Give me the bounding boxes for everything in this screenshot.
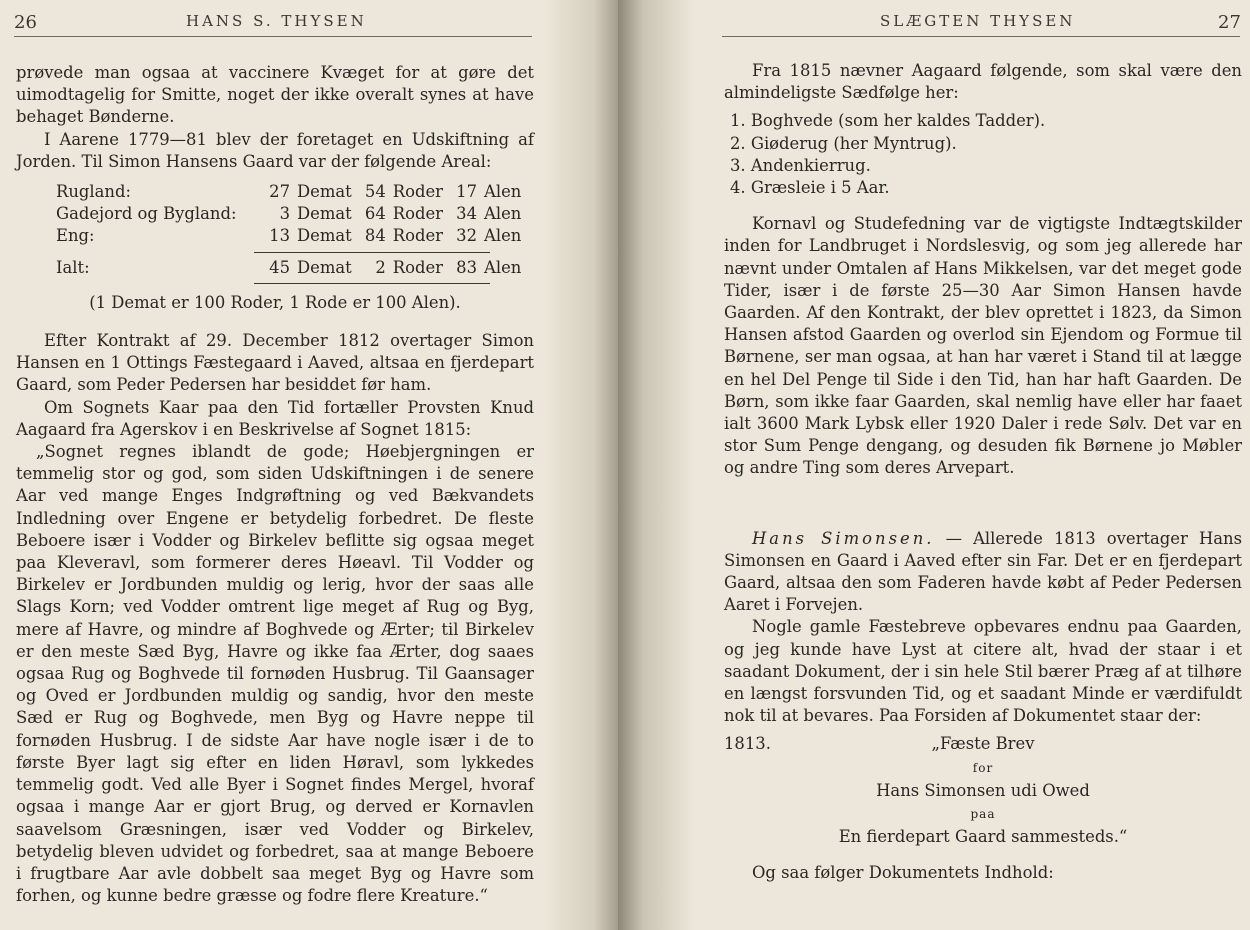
unit-demat: Demat [297, 226, 352, 246]
area-note: (1 Demat er 100 Roder, 1 Rode er 100 Alen). [89, 292, 461, 312]
area-row [56, 203, 521, 225]
right-body [724, 60, 1242, 884]
area-demat: 13 [269, 226, 290, 246]
area-alen: 34 [456, 204, 477, 224]
crop-rotation-list [724, 110, 1242, 199]
paragraph: Fra 1815 nævner Aagaard følgende, som skal være den almindeligste Sædfølge her: [724, 61, 1242, 103]
area-total-alen: 83 [456, 257, 477, 277]
area-roder: 64 [364, 204, 386, 224]
left-page [0, 0, 618, 930]
area-demat: 3 [279, 204, 290, 224]
running-head-left: HANS S. THYSEN [186, 12, 367, 30]
unit-roder: Roder [392, 204, 443, 224]
paragraph: Nogle gamle Fæstebreve opbevares endnu paa Gaarden, og jeg kunde have Lyst at citere alt, hvad der staar i et saadant Dokument, der i sin hele Stil bærer Præg af at tilhøre en længst forsvunden Tid, og et saadant Minde er værdifuldt nok til at bevares. Paa Forsiden af Dokumentet staar der: [724, 617, 1243, 726]
paragraph: prøvede man ogsaa at vaccinere Kvæget for at gøre det uimodtagelig for Smitte, noget der ikke overalt synes at have behaget Bønderne. [16, 63, 534, 127]
unit-alen: Alen [484, 204, 522, 224]
page-number-right: 27 [1218, 12, 1241, 33]
area-table-block [56, 181, 534, 284]
paragraph: Kornavl og Studefedning var de vigtigste Indtægtskilder inden for Landbruget i Nordslesvig, og som jeg allerede har nævnt under Omtalen af Hans Mikkelsen, var det meget gode Tider, især i de første 25—30 Aar Simon Hansen havde Gaarden. Af den Kontrakt, der blev oprettet i 1823, da Simon Hansen afstod Gaarden og overlod sin Ejendom og Formue til Børnene, ser man ogsaa, at han har været i Stand til at lægge en hel Del Penge til Side i den Tid, han har haft Gaarden. De Børn, som ikke faar Gaarden, skal nemlig have eller har faaet ialt 3600 Mark Lybsk eller 1920 Daler i rede Sølv. Det var en stor Sum Penge dengang, og desuden fik Børnene jo Møbler og andre Ting som deres Arvepart. [724, 214, 1242, 478]
right-page [618, 0, 1250, 930]
unit-alen: Alen [484, 182, 522, 202]
area-row [56, 225, 521, 247]
crop-list-item: 4. Græsleie i 5 Aar. [730, 178, 890, 198]
area-total-table [56, 257, 521, 279]
unit-demat: Demat [297, 257, 352, 277]
area-roder: 54 [364, 182, 386, 202]
unit-roder: Roder [392, 182, 443, 202]
paragraph: I Aarene 1779—81 blev der foretaget en Udskiftning af Jorden. Til Simon Hansens Gaard var der følgende Areal: [16, 129, 534, 171]
area-label: Eng: [56, 226, 95, 246]
document-line: Hans Simonsen udi Owed [876, 780, 1090, 800]
section-text: — Allerede 1813 overtager Hans Simonsen en Gaard i Aaved efter sin Far. Det er en fjerdepart Gaard, altsaa den som Faderen havde købt af Peder Pedersen Aaret i Forvejen. [724, 528, 1242, 615]
paragraph: Om Sognets Kaar paa den Tid fortæller Provsten Knud Aagaard fra Agerskov i en Beskrivelse af Sognet 1815: [16, 397, 534, 439]
quotation: „Sognet regnes iblandt de gode; Høebjergningen er temmelig stor og god, som siden Udskiftningen i de senere Aar ved mange Enges Indgrøftning og ved Bækvandets Indledning over Engene er betydelig forbedret. De fleste Beboere især i Vodder og Birkelev beflitte sig ogsaa meget paa Kleveravl, som formerer deres Høeavl. Til Vodder og Birkelev er Jordbunden muldig og lerig, hvor der saas alle Slags Korn; ved Vodder omtrent lige meget af Rug og Byg, mere af Havre, og mindre af Boghvede og Ærter; til Birkelev er den meste Sæd Byg, Havre og ikke faa Ærter, dog saaes ogsaa Rug og Boghvede til fornøden Husbrug. Til Gaansager og Oved er Jordbunden muldig og sandig, hvor den meste Sæd er Rug og Boghvede, men Byg og Havre neppe til fornøden Husbrug. I de sidste Aar have nogle især i de to første Byer lagt sig efter en liden Høravl, som lykkedes temmelig godt. Ved alle Byer i Sognet findes Mergel, hvoraf ogsaa i mange Aar er gjort Brug, og derved er Kornavlen saavelsom Græsningen, især ved Vodder og Birkelev, betydelig bleven udvidet og forbedret, saa at mange Beboere i frugtbare Aar avle dobbelt saa meget Byg og Havre som forhen, og kunne bedre græsse og fodre flere Kreature.“ [16, 442, 534, 906]
unit-roder: Roder [392, 226, 443, 246]
page-number-left: 26 [14, 12, 37, 33]
document-year: 1813. [724, 734, 771, 754]
document-line: En fierdepart Gaard sammesteds.“ [838, 826, 1128, 846]
area-alen: 32 [456, 226, 477, 246]
crop-list-item: 1. Boghvede (som her kaldes Tadder). [730, 111, 1046, 131]
area-alen: 17 [456, 182, 477, 202]
area-label: Rugland: [56, 182, 131, 202]
header-rule [14, 36, 532, 37]
paragraph: Og saa følger Dokumentets Indhold: [752, 863, 1054, 883]
crop-list-item: 2. Giøderug (her Myntrug). [730, 133, 957, 153]
paragraph: Efter Kontrakt af 29. December 1812 overtager Simon Hansen en 1 Ottings Fæstegaard i Aaved, altsaa en fjerdepart Gaard, som Peder Pedersen har besiddet før ham. [16, 331, 534, 395]
section-name: Hans Simonsen. [752, 528, 935, 548]
area-total-roder: 2 [375, 257, 386, 277]
crop-list-item: 3. Andenkierrug. [730, 155, 871, 175]
left-body [16, 62, 534, 907]
area-total-label: Ialt: [56, 257, 90, 277]
unit-alen: Alen [484, 257, 522, 277]
document-line: for [972, 760, 994, 775]
area-demat: 27 [269, 182, 290, 202]
unit-demat: Demat [297, 182, 352, 202]
unit-demat: Demat [297, 204, 352, 224]
running-head-right: SLÆGTEN THYSEN [880, 12, 1076, 30]
document-line: paa [970, 806, 996, 821]
area-roder: 84 [364, 226, 386, 246]
area-table [56, 181, 521, 248]
document-title-block [724, 733, 1242, 848]
area-row [56, 181, 521, 203]
area-total-demat: 45 [269, 257, 290, 277]
total-rule [254, 283, 490, 284]
area-total-row [56, 257, 521, 279]
paragraph [724, 528, 1242, 617]
unit-alen: Alen [484, 226, 522, 246]
unit-roder: Roder [392, 257, 443, 277]
header-rule [722, 36, 1240, 37]
document-line: „Fæste Brev [931, 734, 1035, 754]
area-label: Gadejord og Bygland: [56, 204, 237, 224]
sum-rule [254, 252, 490, 253]
